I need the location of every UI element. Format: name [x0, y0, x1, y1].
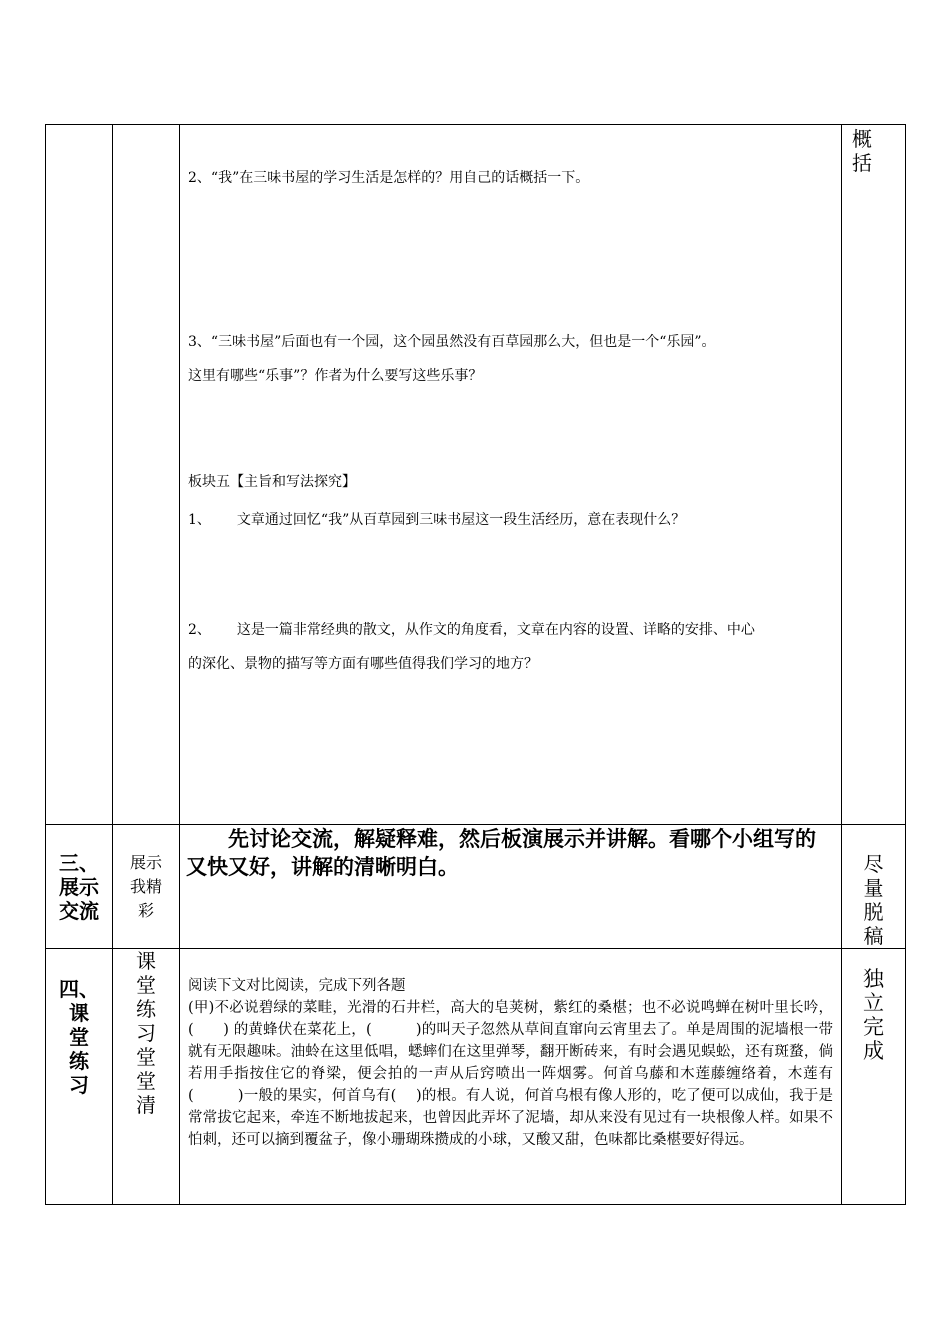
block5-question-2	[180, 613, 841, 647]
note-no-script: 尽 量 脱 稿	[863, 852, 884, 948]
reading-intro: 阅读下文对比阅读，完成下列各题	[188, 978, 406, 994]
note-independent: 独 立 完 成	[863, 967, 884, 1063]
row3-section-cell	[46, 949, 113, 1205]
row1-sub-cell	[113, 125, 180, 825]
row1-section-cell	[46, 125, 113, 825]
question-2: 2、“我”在三味书屋的学习生活是怎样的？用自己的话概括一下。	[188, 170, 590, 186]
presentation-instructions: 先讨论交流，解疑释难，然后板演展示并讲解。看哪个小组写的又快又好，讲解的清晰明白。	[186, 826, 816, 879]
row2-sub-cell	[113, 825, 180, 949]
row-practice	[46, 949, 906, 1205]
row1-content-cell	[180, 125, 842, 825]
row-presentation	[46, 825, 906, 949]
block5-question-1	[180, 507, 841, 533]
row3-note-cell	[842, 949, 906, 1205]
block5-q1-number: 1、	[188, 512, 211, 528]
lesson-plan-table	[45, 124, 906, 1205]
sub-title-practice: 课 堂 练 习 堂 堂 清	[136, 949, 156, 1117]
row3-content-cell	[180, 949, 842, 1205]
sub-title-show: 展示 我精 彩	[129, 852, 162, 920]
block5-q2-text: 这是一篇非常经典的散文，从作文的角度看，文章在内容的设置、详略的安排、中心	[236, 622, 755, 638]
row2-content-cell	[180, 825, 842, 949]
reading-passage: (甲)不必说碧绿的菜畦，光滑的石井栏，高大的皂荚树，紫红的桑椹；也不必说鸣蝉在树叶里长吟，( ) 的黄蜂伏在菜花上，( )的叫天子忽然从草间直窜向云宵里去了。单是周围的泥墙根一带就有无限趣味。油蛉在这里低唱，蟋蟀们在这里弹琴，翻开断砖来，有时会遇见蜈蚣，还有斑蝥，倘若用手指按住它的脊梁，便会拍的一声从后窍喷出一阵烟雾。何首乌藤和木莲藤缠络着，木莲有( )一般的果实，何首乌有( )的根。有人说，何首乌根有像人形的，吃了便可以成仙，我于是常常拔它起来，牵连不断地拔起来，也曾因此弄坏了泥墙，却从来没有见过有一块根像人样。如果不怕刺，还可以摘到覆盆子，像小珊瑚珠攒成的小球，又酸又甜，色味都比桑椹要好得远。	[188, 1000, 833, 1148]
block5-q2-number: 2、	[188, 622, 211, 638]
row1-note-cell	[842, 125, 906, 825]
section-four-title: 四、 课 堂 练 习	[59, 977, 99, 1097]
row2-section-cell	[46, 825, 113, 949]
note-summarize: 概括	[852, 127, 872, 175]
block5-question-2-line2: 的深化、景物的描写等方面有哪些值得我们学习的地方？	[188, 656, 538, 672]
block5-title: 板块五【主旨和写法探究】	[188, 474, 356, 490]
row2-note-cell	[842, 825, 906, 949]
section-three-title: 三、 展示 交流	[59, 850, 99, 923]
question-3-line2: 这里有哪些“乐事”？作者为什么要写这些乐事？	[188, 368, 483, 384]
question-3-line1: 3、“三味书屋”后面也有一个园，这个园虽然没有百草园那么大，但也是一个“乐园”。	[188, 334, 716, 350]
row3-sub-cell	[113, 949, 180, 1205]
row-questions	[46, 125, 906, 825]
block5-q1-text: 文章通过回忆“我”从百草园到三味书屋这一段生活经历，意在表现什么？	[236, 512, 686, 528]
